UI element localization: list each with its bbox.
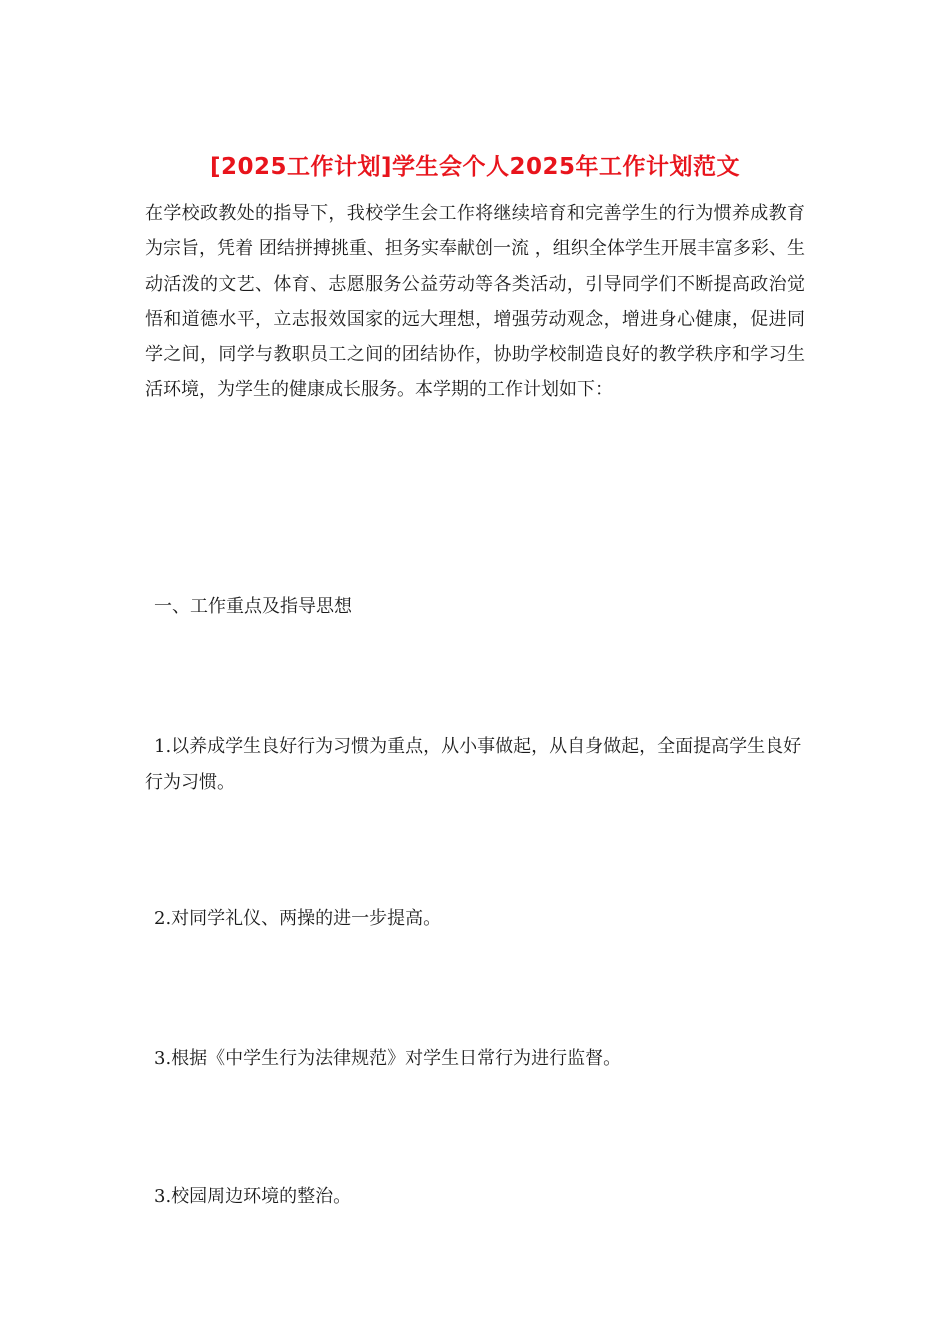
intro-paragraph: 在学校政教处的指导下，我校学生会工作将继续培育和完善学生的行为惯养成教育为宗旨，凭着 团结拼搏挑重、担务实奉献创一流 ，组织全体学生开展丰富多彩、生动活泼的文艺、体育、志愿服务公益劳动等各类活动，引导同学们不断提高政治觉悟和道德水平，立志报效国家的远大理想，增强劳动观念，增进身心健康，促进同学之间，同学与教职员工之间的团结协作，协助学校制造良好的教学秩序和学习生活环境，为学生的健康成长服务。本学期的工作计划如下： <box>145 203 805 401</box>
list-item: 3.根据《中学生行为法律规范》对学生日常行为进行监督。 <box>154 1048 622 1069</box>
document-title: [2025工作计划]学生会个人2025年工作计划范文 <box>209 154 741 180</box>
list-item: 3.校园周边环境的整治。 <box>154 1186 352 1207</box>
section-heading: 一、工作重点及指导思想 <box>154 596 352 617</box>
list-item: 2.对同学礼仪、两操的进一步提高。 <box>154 908 442 929</box>
list-item: 1.以养成学生良好行为习惯为重点，从小事做起，从自身做起，全面提高学生良好行为习惯。 <box>145 736 802 793</box>
